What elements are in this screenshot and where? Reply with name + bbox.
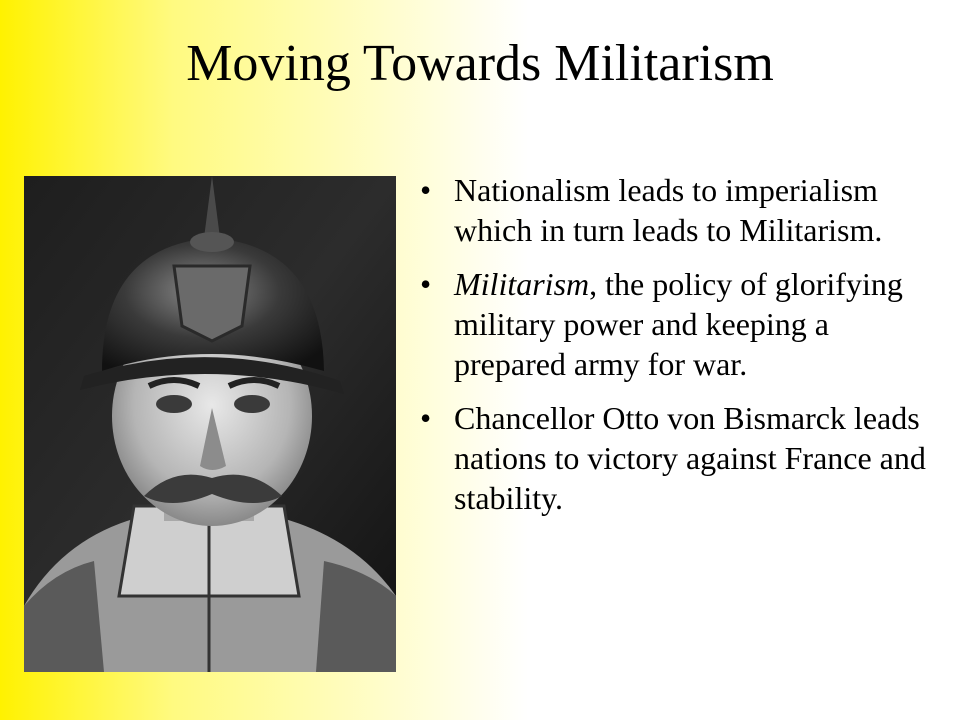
bullet-list (418, 170, 948, 532)
slide-title: Moving Towards Militarism (186, 35, 774, 92)
bullet-text: , the policy of glorifying military power and keeping a prepared army for war. (454, 266, 903, 382)
bullet-text: Chancellor Otto von Bismarck leads nations to victory against France and stability. (454, 400, 926, 516)
bullet-dot: • (420, 400, 432, 436)
bullet-item-militarism-definition (418, 264, 948, 384)
bullet-dot: • (420, 266, 432, 302)
bullet-dot: • (420, 172, 432, 208)
bullet-item-bismarck (418, 398, 948, 518)
portrait-illustration-icon (24, 176, 396, 672)
bullet-italic-lead: Militarism (454, 266, 590, 302)
bullet-item-nationalism (418, 170, 948, 250)
bullet-text: Nationalism leads to imperialism which in turn leads to Militarism. (454, 172, 883, 248)
portrait-image (24, 176, 396, 672)
